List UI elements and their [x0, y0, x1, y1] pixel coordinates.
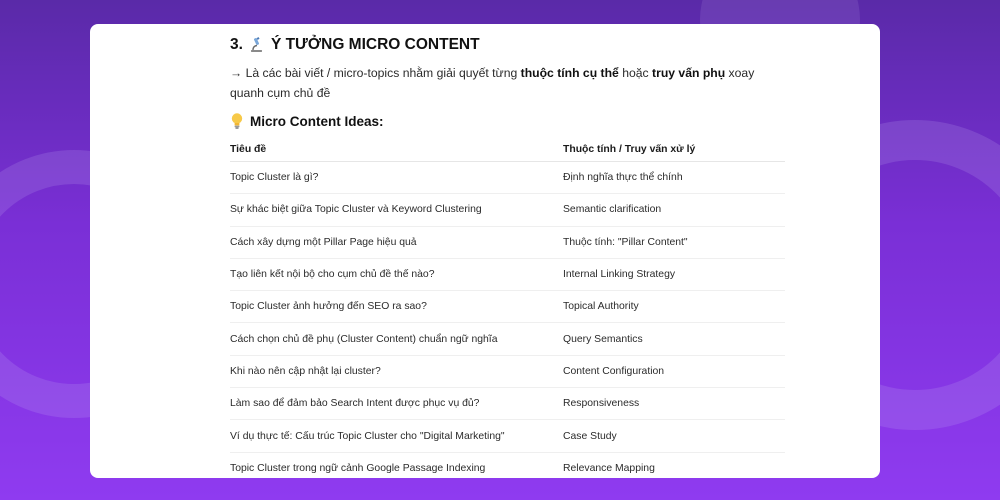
ideas-table: [230, 137, 785, 478]
ideas-heading: [230, 111, 790, 131]
idea-attribute-cell: Relevance Mapping: [563, 462, 655, 474]
table-header-row: [230, 137, 785, 162]
table-row: [230, 226, 785, 258]
idea-title-cell: Sự khác biệt giữa Topic Cluster và Keyword Clustering: [230, 194, 563, 226]
table-row: [230, 258, 785, 290]
table-row: [230, 323, 785, 355]
idea-attribute-cell: Case Study: [563, 420, 785, 452]
idea-title-cell: Topic Cluster là gì?: [230, 162, 563, 194]
idea-attribute-cell: Semantic clarification: [563, 194, 785, 226]
table-row: [230, 388, 785, 420]
idea-attribute-cell: Topical Authority: [563, 291, 785, 323]
content-area: [230, 30, 790, 478]
idea-title-cell: Topic Cluster ảnh hưởng đến SEO ra sao?: [230, 291, 563, 323]
idea-title-cell: Khi nào nên cập nhật lại cluster?: [230, 355, 563, 387]
description-bold: truy vấn phụ: [652, 66, 726, 80]
table-row: [230, 452, 785, 478]
section-heading: [230, 30, 790, 60]
table-row: [230, 420, 785, 452]
microscope-icon: [249, 37, 265, 53]
idea-attribute-cell: Internal Linking Strategy: [563, 258, 785, 290]
ideas-title: Micro Content Ideas:: [250, 113, 384, 129]
idea-title-cell: Tạo liên kết nội bộ cho cụm chủ đề thế nào?: [230, 258, 563, 290]
section-number: 3.: [230, 36, 243, 53]
column-header-title: Tiêu đề: [230, 137, 563, 162]
section-title: Ý TƯỞNG MICRO CONTENT: [270, 36, 480, 53]
idea-title-cell: Ví dụ thực tế: Cấu trúc Topic Cluster cho "Digital Marketing": [230, 420, 563, 452]
content-card: [90, 24, 880, 478]
table-row: [230, 162, 785, 194]
column-header-attribute: Thuộc tính / Truy vấn xử lý: [563, 137, 785, 162]
arrow-glyph: →: [230, 66, 243, 80]
idea-title-cell: Topic Cluster trong ngữ cảnh Google Passage Indexing: [230, 462, 486, 474]
idea-attribute-cell: Content Configuration: [563, 355, 785, 387]
description-text: Là các bài viết / micro-topics nhằm giải quyết từng: [242, 66, 521, 80]
idea-attribute-cell: Định nghĩa thực thể chính: [563, 162, 785, 194]
table-row: [230, 194, 785, 226]
description-text: xoay quanh cụm chủ đề: [230, 66, 755, 100]
lightbulb-icon: [230, 112, 244, 130]
description-text: hoặc: [618, 66, 653, 80]
description-bold: thuộc tính cụ thể: [520, 66, 619, 80]
table-row: [230, 291, 785, 323]
idea-attribute-cell: Responsiveness: [563, 388, 785, 420]
idea-attribute-cell: Query Semantics: [563, 323, 785, 355]
idea-title-cell: Cách xây dựng một Pillar Page hiệu quả: [230, 226, 563, 258]
idea-title-cell: Cách chọn chủ đề phụ (Cluster Content) chuẩn ngữ nghĩa: [230, 323, 563, 355]
section-description: [230, 63, 790, 103]
idea-title-cell: Làm sao để đảm bảo Search Intent được phục vụ đủ?: [230, 388, 563, 420]
idea-attribute-cell: Thuộc tính: "Pillar Content": [563, 226, 785, 258]
table-row: [230, 355, 785, 387]
